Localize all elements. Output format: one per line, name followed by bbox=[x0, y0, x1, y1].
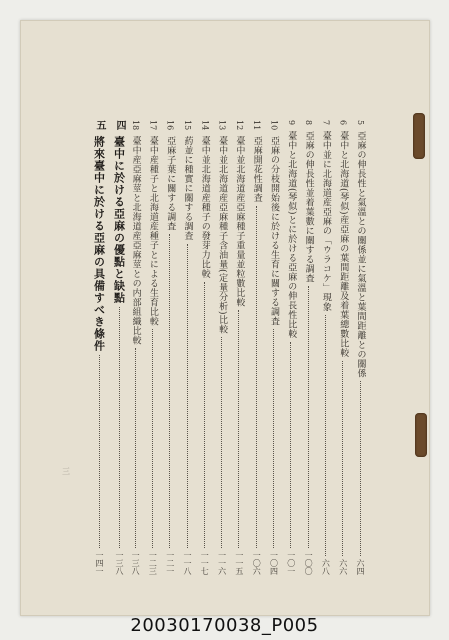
toc-entry-title: 臺中並北海道産亞麻種子重量並粒數比較 bbox=[234, 136, 245, 308]
toc-entry bbox=[215, 120, 229, 575]
toc-leader-dots bbox=[360, 381, 361, 556]
toc-entry-number: 11 bbox=[252, 120, 262, 131]
toc-leader-dots bbox=[119, 307, 120, 548]
toc-entry bbox=[267, 120, 281, 575]
toc-entry-title: 臺中産亞麻莖と北海道産亞麻莖との内部組織比較 bbox=[130, 136, 141, 346]
toc-entry-title: 亞麻子葉に關する調査 bbox=[165, 136, 176, 232]
toc-leader-dots bbox=[221, 337, 222, 548]
toc-leader-dots bbox=[256, 206, 257, 548]
toc-entry bbox=[336, 120, 350, 575]
toc-entry bbox=[232, 120, 246, 575]
toc-leader-dots bbox=[152, 329, 153, 548]
toc-leader-dots bbox=[325, 315, 326, 556]
binding-clip-bottom bbox=[415, 413, 427, 457]
toc-entry bbox=[145, 120, 159, 575]
toc-entry bbox=[318, 120, 332, 575]
toc-entry-page: 六四 bbox=[356, 559, 365, 575]
toc-entry-number: 7 bbox=[321, 120, 331, 126]
toc-entry-title: 臺中と北海道(琴似)産亞麻の葉間距離及着葉總數比較 bbox=[338, 131, 349, 358]
toc-entry-page: 一三八 bbox=[115, 551, 124, 575]
toc-entry-page: 一〇六 bbox=[252, 551, 262, 575]
toc-entry bbox=[180, 120, 194, 575]
toc-entry bbox=[249, 120, 263, 575]
toc-leader-dots bbox=[135, 348, 136, 548]
toc-entry-page: 一〇四 bbox=[269, 551, 279, 575]
toc-entry-title: 臺中並北海道産種子の發芽力比較 bbox=[199, 136, 210, 279]
toc-entry-page: 一二一 bbox=[165, 551, 175, 575]
toc-entry-page: 六八 bbox=[321, 559, 331, 575]
toc-leader-dots bbox=[169, 234, 170, 548]
toc-entry-number: 15 bbox=[183, 120, 192, 131]
toc-entry-title: 亞麻の伸長性と氣溫との關係並に氣溫と葉間距離との關係 bbox=[355, 131, 366, 379]
toc-entry-title: 臺中並に北海道産亞麻の「ウラコケ」現象 bbox=[320, 131, 331, 312]
toc-entry-title: 亞麻の分枝開始後に於ける生育に關する調査 bbox=[269, 136, 279, 327]
toc-entry-number: 6 bbox=[338, 120, 348, 126]
toc-entry-number: 13 bbox=[217, 120, 227, 131]
toc-entry-page: 一〇一 bbox=[286, 551, 296, 575]
toc-entry bbox=[284, 120, 298, 575]
toc-entry-page: 一一六 bbox=[217, 551, 227, 575]
toc-leader-dots bbox=[204, 282, 205, 548]
toc-entry-page: 一二三 bbox=[148, 551, 158, 575]
toc-entry-page: 一一五 bbox=[234, 551, 244, 575]
toc-entry bbox=[353, 120, 367, 575]
toc-entry-number: 四 bbox=[114, 120, 125, 130]
toc-entry-page: 一一八 bbox=[183, 551, 192, 575]
toc-leader-dots bbox=[273, 329, 274, 548]
toc-leader-dots bbox=[308, 286, 309, 548]
margin-mark: 三 bbox=[62, 467, 70, 476]
toc-entry-number: 5 bbox=[356, 120, 365, 126]
toc-entry-page: 一一七 bbox=[200, 551, 210, 575]
toc-entry-number: 16 bbox=[165, 120, 175, 131]
toc-entry bbox=[112, 120, 126, 575]
toc-leader-dots bbox=[187, 244, 188, 548]
toc-leader-dots bbox=[290, 342, 291, 548]
toc-entry-number: 9 bbox=[286, 120, 296, 126]
toc-entry-title: 葯並に種實に關する調査 bbox=[182, 136, 193, 241]
toc-entry-page: 一三八 bbox=[131, 551, 141, 575]
toc-entry-title: 臺中と北海道(琴似)とに於ける亞麻の伸長性比較 bbox=[286, 131, 297, 339]
toc-entry bbox=[92, 120, 106, 575]
toc-entry-title: 亞麻の伸長性並着葉數に關する調査 bbox=[303, 131, 314, 284]
toc-entry-number: 17 bbox=[148, 120, 158, 131]
toc-entry bbox=[128, 120, 142, 575]
binding-clip-top bbox=[413, 113, 425, 159]
toc-entry-page: 一四一 bbox=[95, 551, 104, 575]
toc-entry-number: 12 bbox=[234, 120, 244, 131]
toc-entry-number: 五 bbox=[94, 120, 105, 130]
toc-leader-dots bbox=[99, 355, 100, 548]
toc-entry-page: 六六 bbox=[338, 559, 348, 575]
toc-entry bbox=[301, 120, 315, 575]
toc-entry-title: 臺中に於ける亞麻の優點と缺點 bbox=[112, 136, 126, 304]
toc-entry bbox=[163, 120, 177, 575]
toc-leader-dots bbox=[238, 310, 239, 548]
image-caption: 20030170038_P005 bbox=[130, 615, 319, 636]
toc-entry bbox=[197, 120, 211, 575]
toc-entry-title: 將來臺中に於ける亞麻の具備すべき條件 bbox=[92, 136, 106, 352]
toc-entry-page: 一〇〇 bbox=[304, 551, 314, 575]
toc-entry-number: 10 bbox=[269, 120, 279, 131]
toc-entry-number: 14 bbox=[200, 120, 210, 131]
toc-leader-dots bbox=[342, 361, 343, 556]
toc-entry-title: 亞麻開花性調査 bbox=[251, 136, 262, 203]
toc-entry-title: 臺中並北海道産亞麻種子含油量(定量分析)比較 bbox=[217, 136, 228, 335]
toc-entry-title: 臺中産種子と北海道産種子とによる生育比較 bbox=[147, 136, 158, 327]
toc-entry-number: 18 bbox=[131, 120, 141, 131]
toc-entry-number: 8 bbox=[304, 120, 314, 126]
